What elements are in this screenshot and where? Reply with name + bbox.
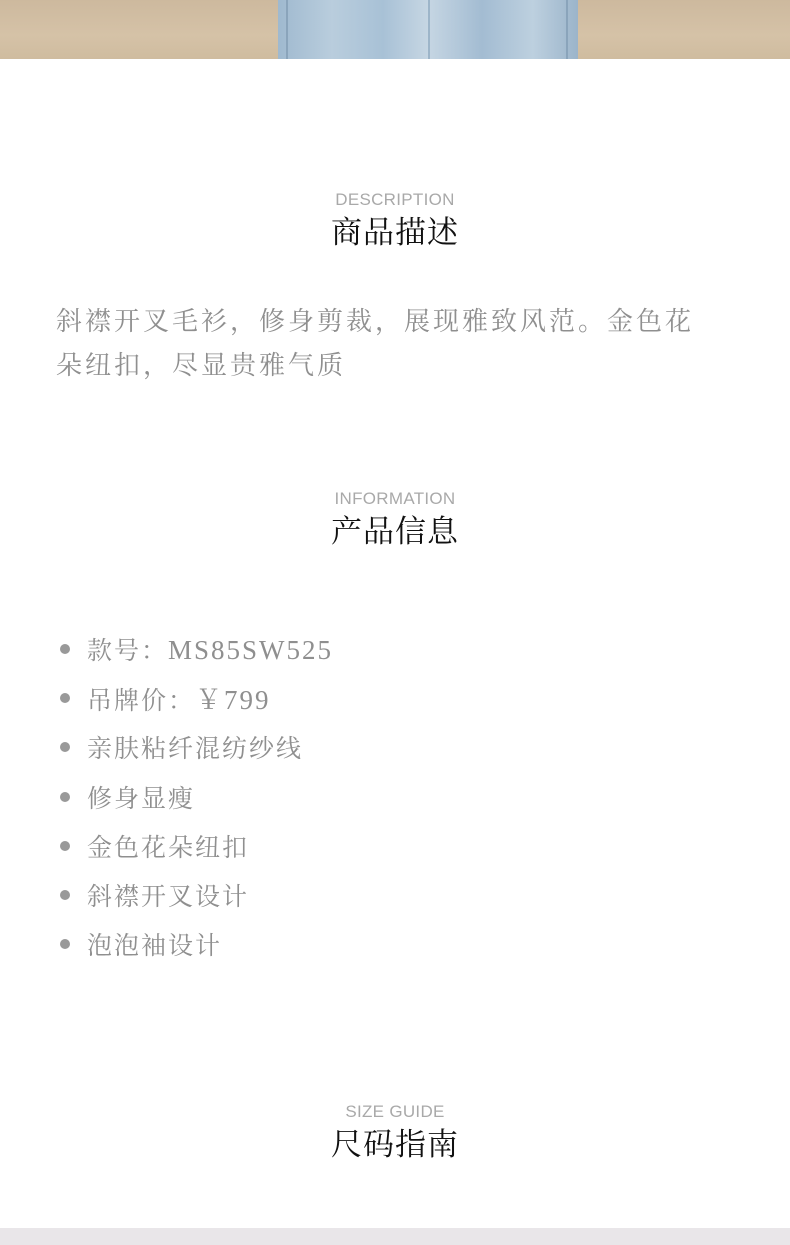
list-item [60,870,333,919]
info-label: 吊牌价： [87,686,196,716]
size-guide-eyebrow: SIZE GUIDE [345,1102,445,1121]
info-item-text [87,678,271,717]
description-title: 商品描述 [331,215,459,251]
size-chart-top-edge [0,1228,790,1245]
information-header [0,489,790,551]
info-item-text: 亲肤粘纤混纺纱线 [87,734,304,764]
product-info-list [60,624,333,969]
information-eyebrow: INFORMATION [334,489,456,508]
description-body [56,300,746,388]
info-item-text: 斜襟开叉设计 [87,882,250,912]
list-item [60,920,333,969]
bullet-dot [60,890,70,900]
description-line: 斜襟开叉毛衫，修身剪裁，展现雅致风范。金色花 [56,307,695,337]
size-guide-title: 尺码指南 [331,1127,459,1163]
product-photo-crop [0,0,790,59]
information-title: 产品信息 [331,514,459,550]
bullet-dot [60,792,70,802]
info-item-text: 修身显瘦 [87,783,196,813]
list-item [60,772,333,821]
list-item [60,673,333,722]
list-item [60,723,333,772]
size-guide-header [0,1102,790,1164]
description-header [0,190,790,252]
info-item-text [87,631,333,667]
info-item-text: 金色花朵纽扣 [87,832,250,862]
tag-price: ￥799 [195,685,271,716]
bullet-dot [60,841,70,851]
info-item-text: 泡泡袖设计 [87,931,223,961]
style-number: MS85SW525 [168,634,334,665]
description-line: 朵纽扣，尽显贵雅气质 [56,351,347,381]
list-item [60,821,333,870]
jeans-seam [286,0,288,59]
bullet-dot [60,693,70,703]
bullet-dot [60,742,70,752]
jeans-seam [428,0,430,59]
jeans-image [278,0,578,59]
bullet-dot [60,644,70,654]
jeans-seam [566,0,568,59]
list-item [60,624,333,673]
info-label: 款号： [87,635,169,665]
bullet-dot [60,939,70,949]
description-eyebrow: DESCRIPTION [335,190,455,209]
